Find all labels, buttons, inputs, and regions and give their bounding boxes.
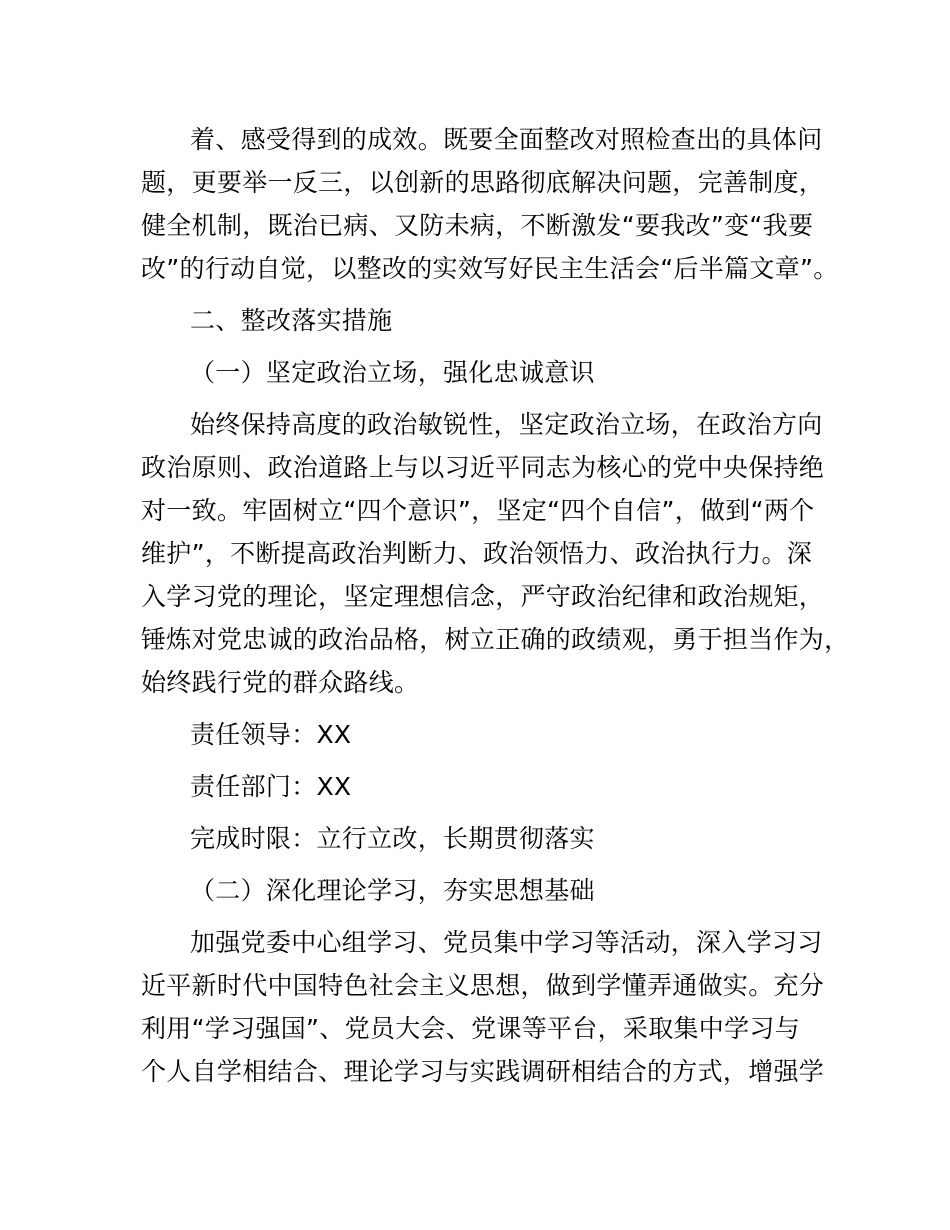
responsible-leader: 责任领导：XX — [190, 720, 352, 749]
responsible-department: 责任部门：XX — [190, 772, 352, 801]
completion-deadline: 完成时限：立行立改，长期贯彻落实 — [190, 824, 595, 853]
paragraph-line: 对一致。牢固树立“四个意识”，坚定“四个自信”，做到“两个 — [141, 496, 815, 525]
document-body — [141, 118, 850, 1102]
paragraph-theory-study — [141, 921, 831, 1093]
paragraph-line: 始终保持高度的政治敏锐性，坚定政治立场，在政治方向 — [190, 410, 823, 439]
subheading-political-stance: （一）坚定政治立场，强化忠诚意识 — [190, 358, 595, 387]
paragraph-continuation — [141, 118, 839, 290]
paragraph-line: 近平新时代中国特色社会主义思想，做到学懂弄通做实。充分 — [141, 971, 825, 1000]
paragraph-line: 政治原则、政治道路上与以习近平同志为核心的党中央保持绝 — [141, 453, 825, 482]
paragraph-line: 改”的行动自觉，以整改的实效写好民主生活会“后半篇文章”。 — [141, 254, 839, 283]
paragraph-line: 维护”，不断提高政治判断力、政治领悟力、政治执行力。深 — [141, 539, 813, 568]
paragraph-line: 着、感受得到的成效。既要全面整改对照检查出的具体问 — [190, 125, 823, 154]
paragraph-political-stance — [141, 403, 850, 704]
paragraph-line: 加强党委中心组学习、党员集中学习等活动，深入学习习 — [190, 928, 823, 957]
paragraph-line: 题，更要举一反三，以创新的思路彻底解决问题，完善制度， — [141, 168, 825, 197]
paragraph-line: 利用“学习强国”、党员大会、党课等平台，采取集中学习与 — [141, 1014, 801, 1043]
section-heading: 二、整改落实措施 — [190, 306, 393, 335]
paragraph-line: 入学习党的理论，坚定理想信念，严守政治纪律和政治规矩， — [141, 582, 825, 611]
subheading-theory-study: （二）深化理论学习，夯实思想基础 — [190, 876, 595, 905]
paragraph-line: 始终践行党的群众路线。 — [141, 668, 420, 697]
paragraph-line: 健全机制，既治已病、又防未病，不断激发“要我改”变“我要 — [141, 211, 814, 240]
paragraph-line: 个人自学相结合、理论学习与实践调研相结合的方式，增强学 — [141, 1057, 825, 1086]
paragraph-line: 锤炼对党忠诚的政治品格，树立正确的政绩观，勇于担当作为， — [141, 625, 850, 654]
